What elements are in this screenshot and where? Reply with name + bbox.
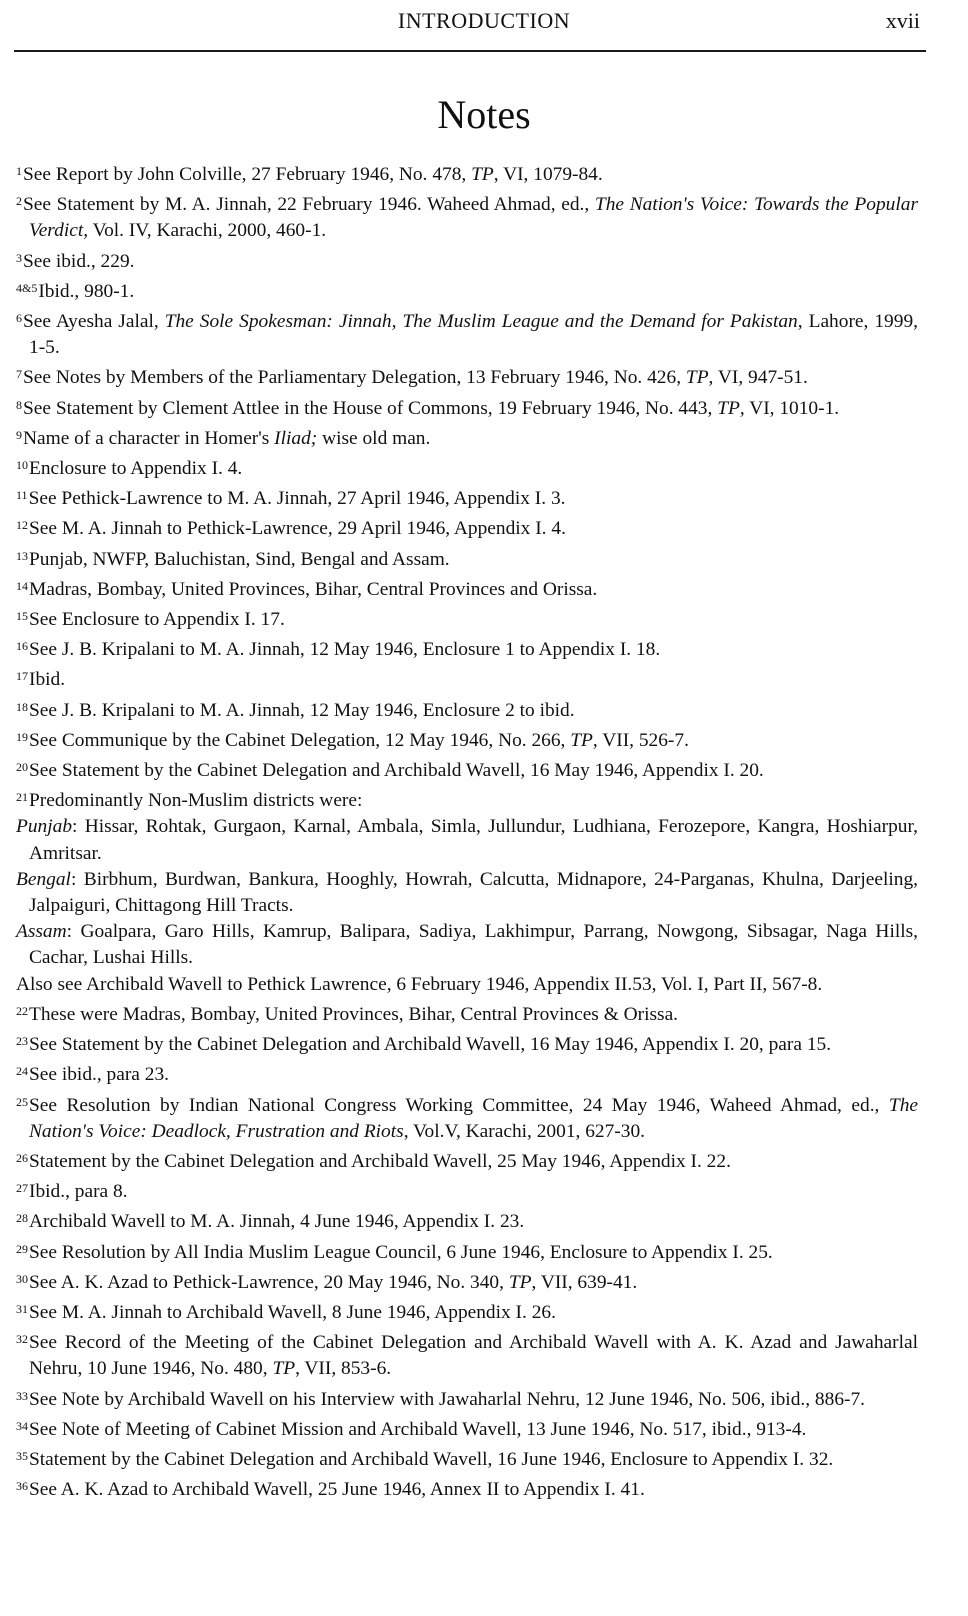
notes-heading: Notes [437,91,531,137]
footnote-30 [16,1266,918,1296]
footnote-text: , VI, 1079-84. [493,164,603,185]
footnote-number: 25 [16,1094,28,1109]
footnote-10 [16,452,918,482]
footnote-number: 17 [16,669,28,684]
footnote-14 [16,573,918,603]
footnote-number: 8 [16,397,22,412]
footnote-text: , VI, 947-51. [708,367,808,389]
footnote-18 [16,694,918,724]
notes-list [16,158,918,1503]
footnote-text: See ibid., 229. [23,250,135,272]
footnote-number: 23 [16,1034,28,1049]
footnote-italic-text: The Nation's Voice: Towards the Popular Verdict [29,194,918,242]
footnote-text: See Ayesha Jalal, [23,311,165,333]
footnote-number: 15 [16,609,28,624]
footnote-7 [16,361,918,391]
footnote-number: 24 [16,1064,28,1079]
footnote-text: : Hissar, Rohtak, Gurgaon, Karnal, Ambala, Simla, Jullundur, Ludhiana, Ferozepore, Kangra, Hoshiarpur, Amritsar. [29,816,918,864]
footnote-italic-text: TP [272,1358,296,1380]
footnote-text: Predominantly Non-Muslim districts were: [29,790,363,812]
footnote-continuation [16,814,918,866]
footnote-continuation [16,919,918,971]
footnote-number: 36 [16,1479,28,1494]
footnote-number: 14 [16,578,28,593]
footnote-34 [16,1413,918,1443]
footnote-text: Ibid., 980-1. [38,280,135,302]
footnote-text: See Enclosure to Appendix I. 17. [29,609,285,631]
footnote-2 [16,188,918,244]
footnote-text: , VII, 639-41. [531,1271,638,1293]
footnote-italic-text: The Nation's Voice: Deadlock, Frustration and Riots [29,1094,918,1142]
footnote-text: Also see Archibald Wavell to Pethick Lawrence, 6 February 1946, Appendix II.53, Vol. I, Part II, 567-8. [16,973,823,995]
footnote-number: 6 [16,311,22,326]
footnote-text: Ibid. [29,669,66,691]
footnote-17 [16,663,918,693]
footnote-text: , Vol. IV, Karachi, 2000, 460-1. [83,220,327,242]
footnote-text: See Statement by M. A. Jinnah, 22 February 1946. Waheed Ahmad, ed., [23,194,595,216]
footnote-1 [16,158,918,188]
footnote-31 [16,1296,918,1326]
footnote-3 [16,245,918,275]
footnote-8 [16,392,918,422]
footnote-text: , Vol.V, Karachi, 2001, 627-30. [403,1120,645,1142]
footnote-text: Madras, Bombay, United Provinces, Bihar, Central Provinces and Orissa. [29,578,598,600]
footnote-italic-text: Punjab [16,816,73,838]
footnote-continuation [16,867,918,919]
footnote-text: Statement by the Cabinet Delegation and Archibald Wavell, 16 June 1946, Enclosure to Appendix I. 32. [29,1448,834,1470]
footnote-text: , Lahore, 1999, 1-5. [29,311,918,359]
footnote-6 [16,305,918,361]
footnote-13 [16,543,918,573]
footnote-text: Ibid., para 8. [29,1181,128,1203]
footnote-text: , VI, 1010-1. [739,397,840,419]
footnote-text: wise old man. [317,427,431,449]
footnote-number: 27 [16,1181,28,1196]
footnote-text: Enclosure to Appendix I. 4. [29,458,243,480]
footnote-24 [16,1058,918,1088]
footnote-italic-text: TP [471,164,494,185]
footnote-19 [16,724,918,754]
footnote-21 [16,784,918,814]
footnote-text: : Goalpara, Garo Hills, Kamrup, Balipara, Sadiya, Lakhimpur, Parrang, Nowgong, Sibsagar, Naga Hills, Cachar, Lushai Hills. [29,921,918,969]
footnote-text: See Statement by the Cabinet Delegation and Archibald Wavell, 16 May 1946, Appendix I. 20, para 15. [29,1034,832,1056]
footnote-text: See Statement by Clement Attlee in the House of Commons, 19 February 1946, No. 443, [23,397,718,419]
footnote-number: 30 [16,1271,28,1286]
footnote-text: See Note of Meeting of Cabinet Mission and Archibald Wavell, 13 June 1946, No. 517, ibid., 913-4. [29,1418,807,1440]
footnote-number: 35 [16,1448,28,1463]
footnote-text: See J. B. Kripalani to M. A. Jinnah, 12 May 1946, Enclosure 1 to Appendix I. 18. [29,639,661,661]
footnote-italic-text: TP [508,1271,532,1293]
footnote-text: See Record of the Meeting of the Cabinet Delegation and Archibald Wavell with A. K. Azad and Jawaharlal Nehru, 10 June 1946, No. 480, [29,1332,918,1380]
footnote-4&5 [16,275,918,305]
footnote-continuation [16,972,918,998]
footnote-number: 34 [16,1418,28,1433]
footnote-number: 16 [16,639,28,654]
footnote-text: See Note by Archibald Wavell on his Interview with Jawaharlal Nehru, 12 June 1946, No. 506, ibid., 886-7. [29,1388,866,1410]
footnote-text: See Resolution by All India Muslim League Council, 6 June 1946, Enclosure to Appendix I. 25. [29,1241,773,1263]
running-title: INTRODUCTION [397,8,571,33]
footnote-29 [16,1236,918,1266]
footnote-text: Name of a character in Homer's [23,427,275,449]
header-rule [14,50,926,52]
footnote-number: 12 [16,518,28,533]
footnote-15 [16,603,918,633]
footnote-number: 33 [16,1388,28,1403]
footnote-text: See M. A. Jinnah to Pethick-Lawrence, 29 April 1946, Appendix I. 4. [29,518,566,540]
footnote-number: 18 [16,699,28,714]
footnote-text: See ibid., para 23. [29,1064,170,1086]
footnote-text: Archibald Wavell to M. A. Jinnah, 4 June 1946, Appendix I. 23. [29,1211,525,1233]
footnote-number: 28 [16,1211,28,1226]
footnote-text: Statement by the Cabinet Delegation and Archibald Wavell, 25 May 1946, Appendix I. 22. [29,1150,731,1172]
footnote-italic-text: Iliad; [274,427,318,449]
footnote-32 [16,1326,918,1382]
footnote-text: These were Madras, Bombay, United Provinces, Bihar, Central Provinces & Orissa. [29,1003,679,1025]
footnote-italic-text: The Sole Spokesman: Jinnah, The Muslim League and the Demand for Pakistan [164,311,798,333]
footnote-number: 4&5 [16,280,38,295]
footnote-36 [16,1473,918,1503]
footnote-text: See A. K. Azad to Archibald Wavell, 25 June 1946, Annex II to Appendix I. 41. [29,1479,645,1501]
footnote-text: : Birbhum, Burdwan, Bankura, Hooghly, Howrah, Calcutta, Midnapore, 24-Parganas, Khulna, Darjeeling, Jalpaiguri, Chittagong Hill Tracts. [29,868,918,917]
footnote-text: See J. B. Kripalani to M. A. Jinnah, 12 May 1946, Enclosure 2 to ibid. [29,699,575,721]
footnote-text: See A. K. Azad to Pethick-Lawrence, 20 May 1946, No. 340, [29,1271,509,1293]
footnote-number: 9 [16,427,22,442]
footnote-number: 1 [16,164,22,178]
footnote-20 [16,754,918,784]
footnote-italic-text: TP [570,729,593,751]
footnote-text: , VII, 853-6. [295,1358,392,1380]
page-number: xvii [885,8,920,33]
footnote-text: See Resolution by Indian National Congress Working Committee, 24 May 1946, Waheed Ahmad, ed., [29,1094,889,1116]
footnote-number: 2 [16,194,22,209]
footnote-text: See Report by John Colville, 27 February 1946, No. 478, [23,164,472,185]
footnote-number: 32 [16,1332,28,1347]
footnote-number: 21 [16,790,28,805]
footnote-number: 11 [16,488,28,503]
footnote-text: Punjab, NWFP, Baluchistan, Sind, Bengal and Assam. [29,548,450,570]
footnote-number: 10 [16,458,28,473]
footnote-text: See M. A. Jinnah to Archibald Wavell, 8 June 1946, Appendix I. 26. [29,1301,556,1323]
footnote-text: , VII, 526-7. [592,729,689,751]
footnote-text: See Notes by Members of the Parliamentary Delegation, 13 February 1946, No. 426, [23,367,686,389]
footnote-text: See Statement by the Cabinet Delegation and Archibald Wavell, 16 May 1946, Appendix I. 20. [29,760,764,782]
footnote-11 [16,482,918,512]
footnote-italic-text: TP [717,397,740,419]
footnote-22 [16,998,918,1028]
footnote-23 [16,1028,918,1058]
footnote-28 [16,1205,918,1235]
footnote-number: 20 [16,760,28,775]
footnote-number: 19 [16,729,28,744]
footnote-27 [16,1175,918,1205]
footnote-number: 3 [16,250,22,265]
footnote-number: 13 [16,548,28,563]
footnote-italic-text: TP [685,367,709,389]
footnote-16 [16,633,918,663]
footnote-33 [16,1383,918,1413]
footnote-number: 7 [16,367,22,382]
footnote-text: See Communique by the Cabinet Delegation, 12 May 1946, No. 266, [29,729,571,751]
footnote-number: 26 [16,1150,28,1165]
footnote-text: See Pethick-Lawrence to M. A. Jinnah, 27 April 1946, Appendix I. 3. [28,488,566,510]
running-header [0,8,968,38]
footnote-25 [16,1089,918,1145]
footnote-italic-text: Assam [16,921,67,943]
footnote-26 [16,1145,918,1175]
footnote-9 [16,422,918,452]
footnote-12 [16,512,918,542]
footnote-italic-text: Bengal [16,868,71,890]
footnote-35 [16,1443,918,1473]
footnote-number: 22 [16,1003,28,1018]
footnote-number: 31 [16,1301,28,1316]
footnote-number: 29 [16,1241,28,1256]
